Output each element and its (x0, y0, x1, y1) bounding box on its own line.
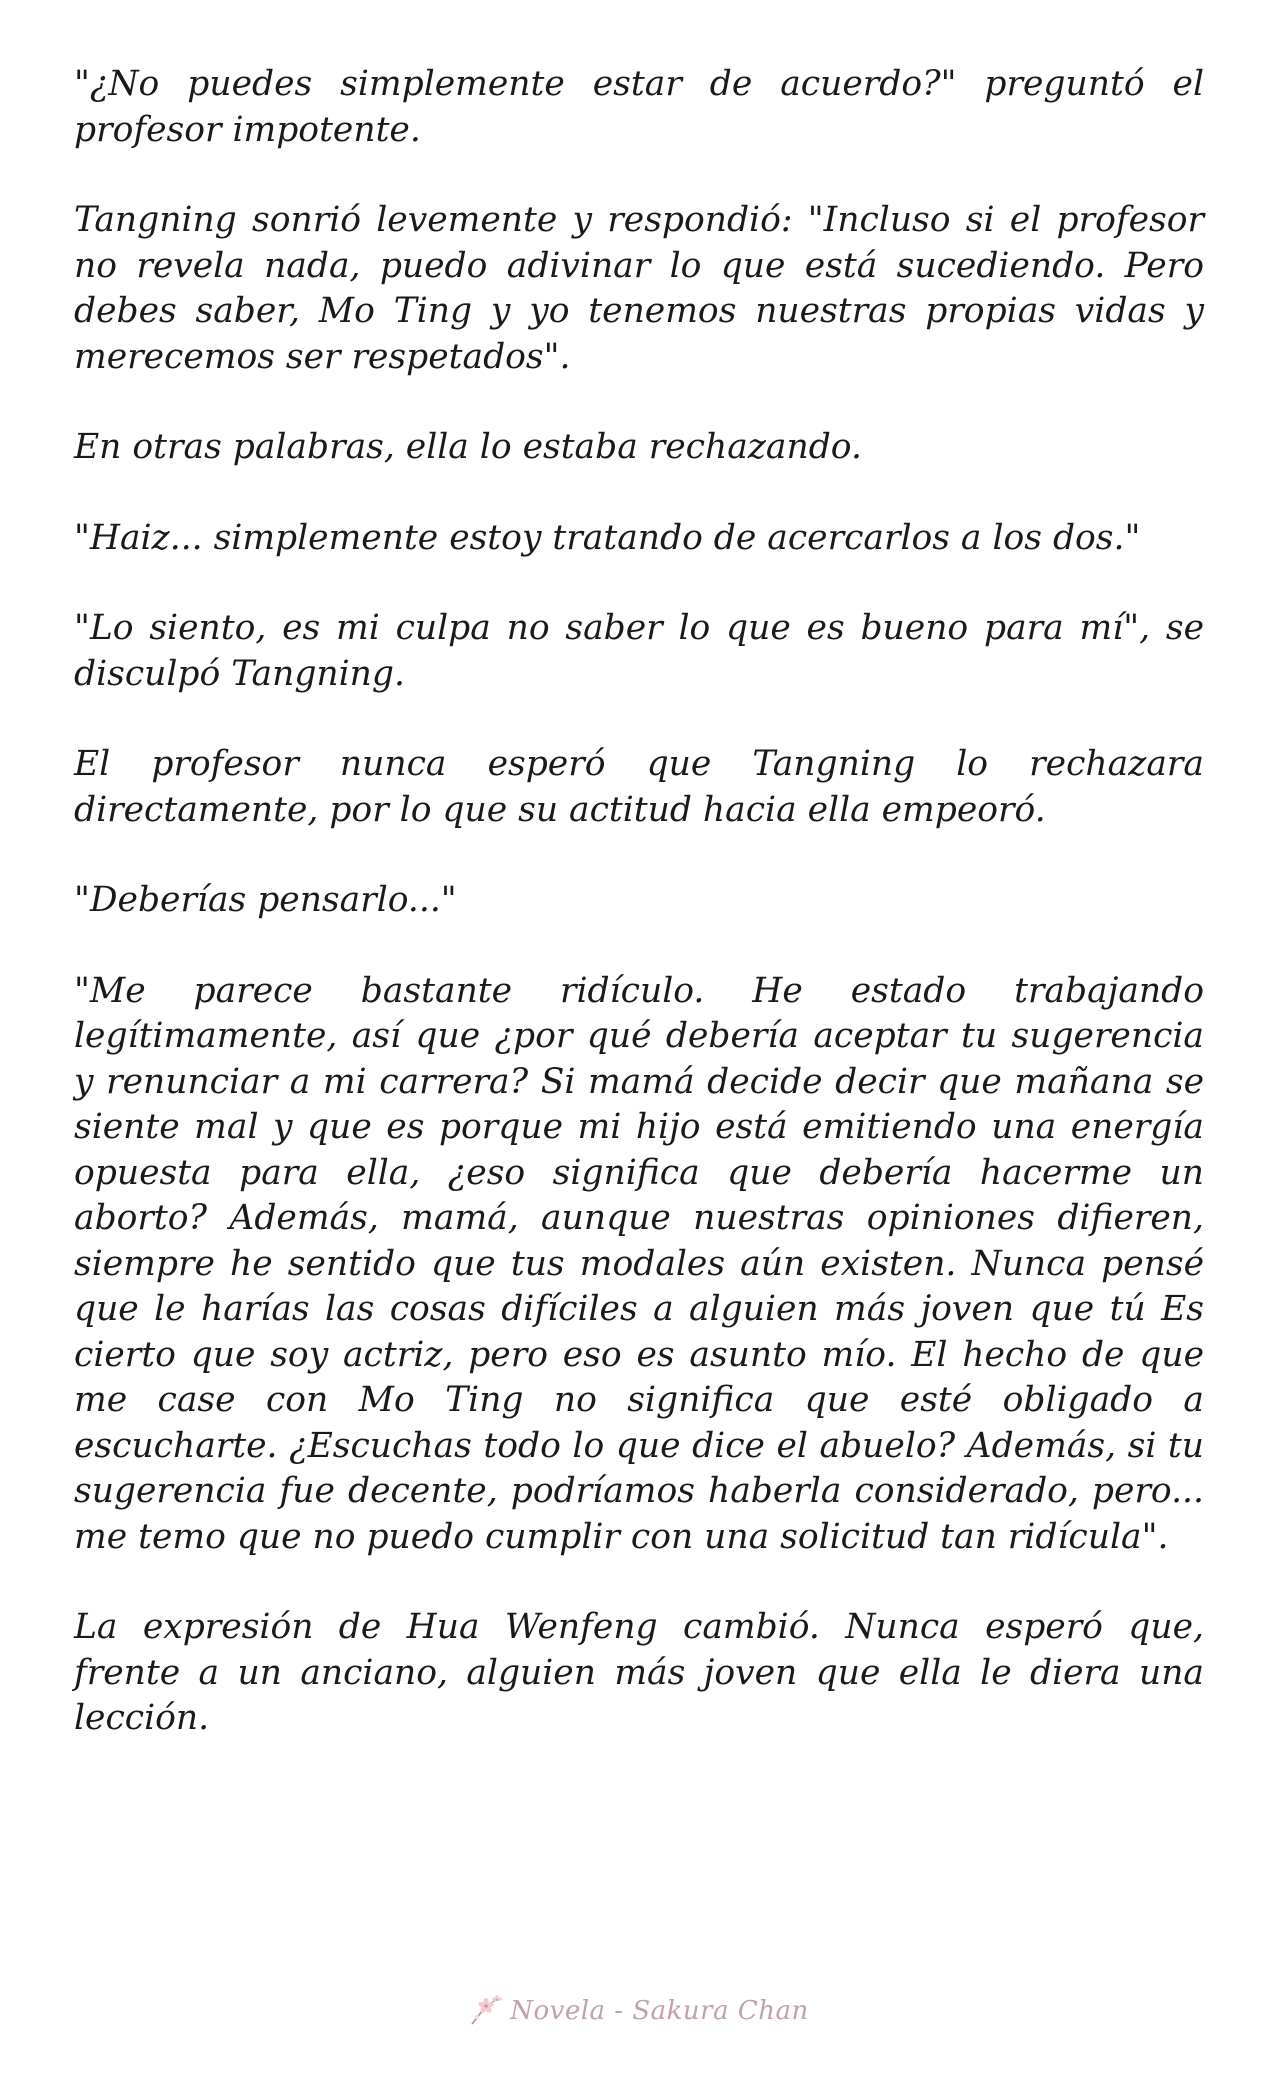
document-body (74, 62, 1204, 1787)
paragraph: "Deberías pensarlo..." (74, 880, 457, 920)
paragraph: Tangning sonrió levemente y respondió: "Incluso si el profesor no revela nada, puedo adivinar lo que está sucediendo. Pero debes saber, Mo Ting y yo tenemos nuestras propias vidas y merecemos ser respetados". (74, 200, 1204, 377)
paragraph: En otras palabras, ella lo estaba rechazando. (74, 427, 862, 467)
footer-watermark (0, 1994, 1275, 2028)
paragraph: "¿No puedes simplemente estar de acuerdo?" preguntó el profesor impotente. (74, 64, 1204, 150)
paragraph: "Haiz... simplemente estoy tratando de acercarlos a los dos." (74, 517, 1141, 558)
paragraph: "Lo siento, es mi culpa no saber lo que es bueno para mí", se disculpó Tangning. (74, 608, 1204, 694)
paragraph: "Me parece bastante ridículo. He estado trabajando legítimamente, así que ¿por qué debería aceptar tu sugerencia y renunciar a mi carrera? Si mamá decide decir que mañana se siente mal y que es porque mi hijo está emitiendo una energía opuesta para ella, ¿eso significa que debería hacerme un aborto? Además, mamá, aunque nuestras opiniones difieren, siempre he sentido que tus modales aún existen. Nunca pensé que le harías las cosas difíciles a alguien más joven que tú Es cierto que soy actriz, pero eso es asunto mío. El hecho de que me case con Mo Ting no significa que esté obligado a escucharte. ¿Escuchas todo lo que dice el abuelo? Además, si tu sugerencia fue decente, podríamos haberla considerado, pero... me temo que no puedo cumplir con una solicitud tan ridícula". (74, 970, 1204, 1557)
watermark-text: Novela - Sakura Chan (510, 1996, 809, 2026)
sakura-flower-icon (466, 1994, 504, 2028)
paragraph: La expresión de Hua Wenfeng cambió. Nunca esperó que, frente a un anciano, alguien más joven que ella le diera una lección. (74, 1607, 1204, 1738)
watermark-group (466, 1994, 809, 2028)
paragraph: El profesor nunca esperó que Tangning lo rechazara directamente, por lo que su actitud hacia ella empeoró. (74, 744, 1204, 830)
